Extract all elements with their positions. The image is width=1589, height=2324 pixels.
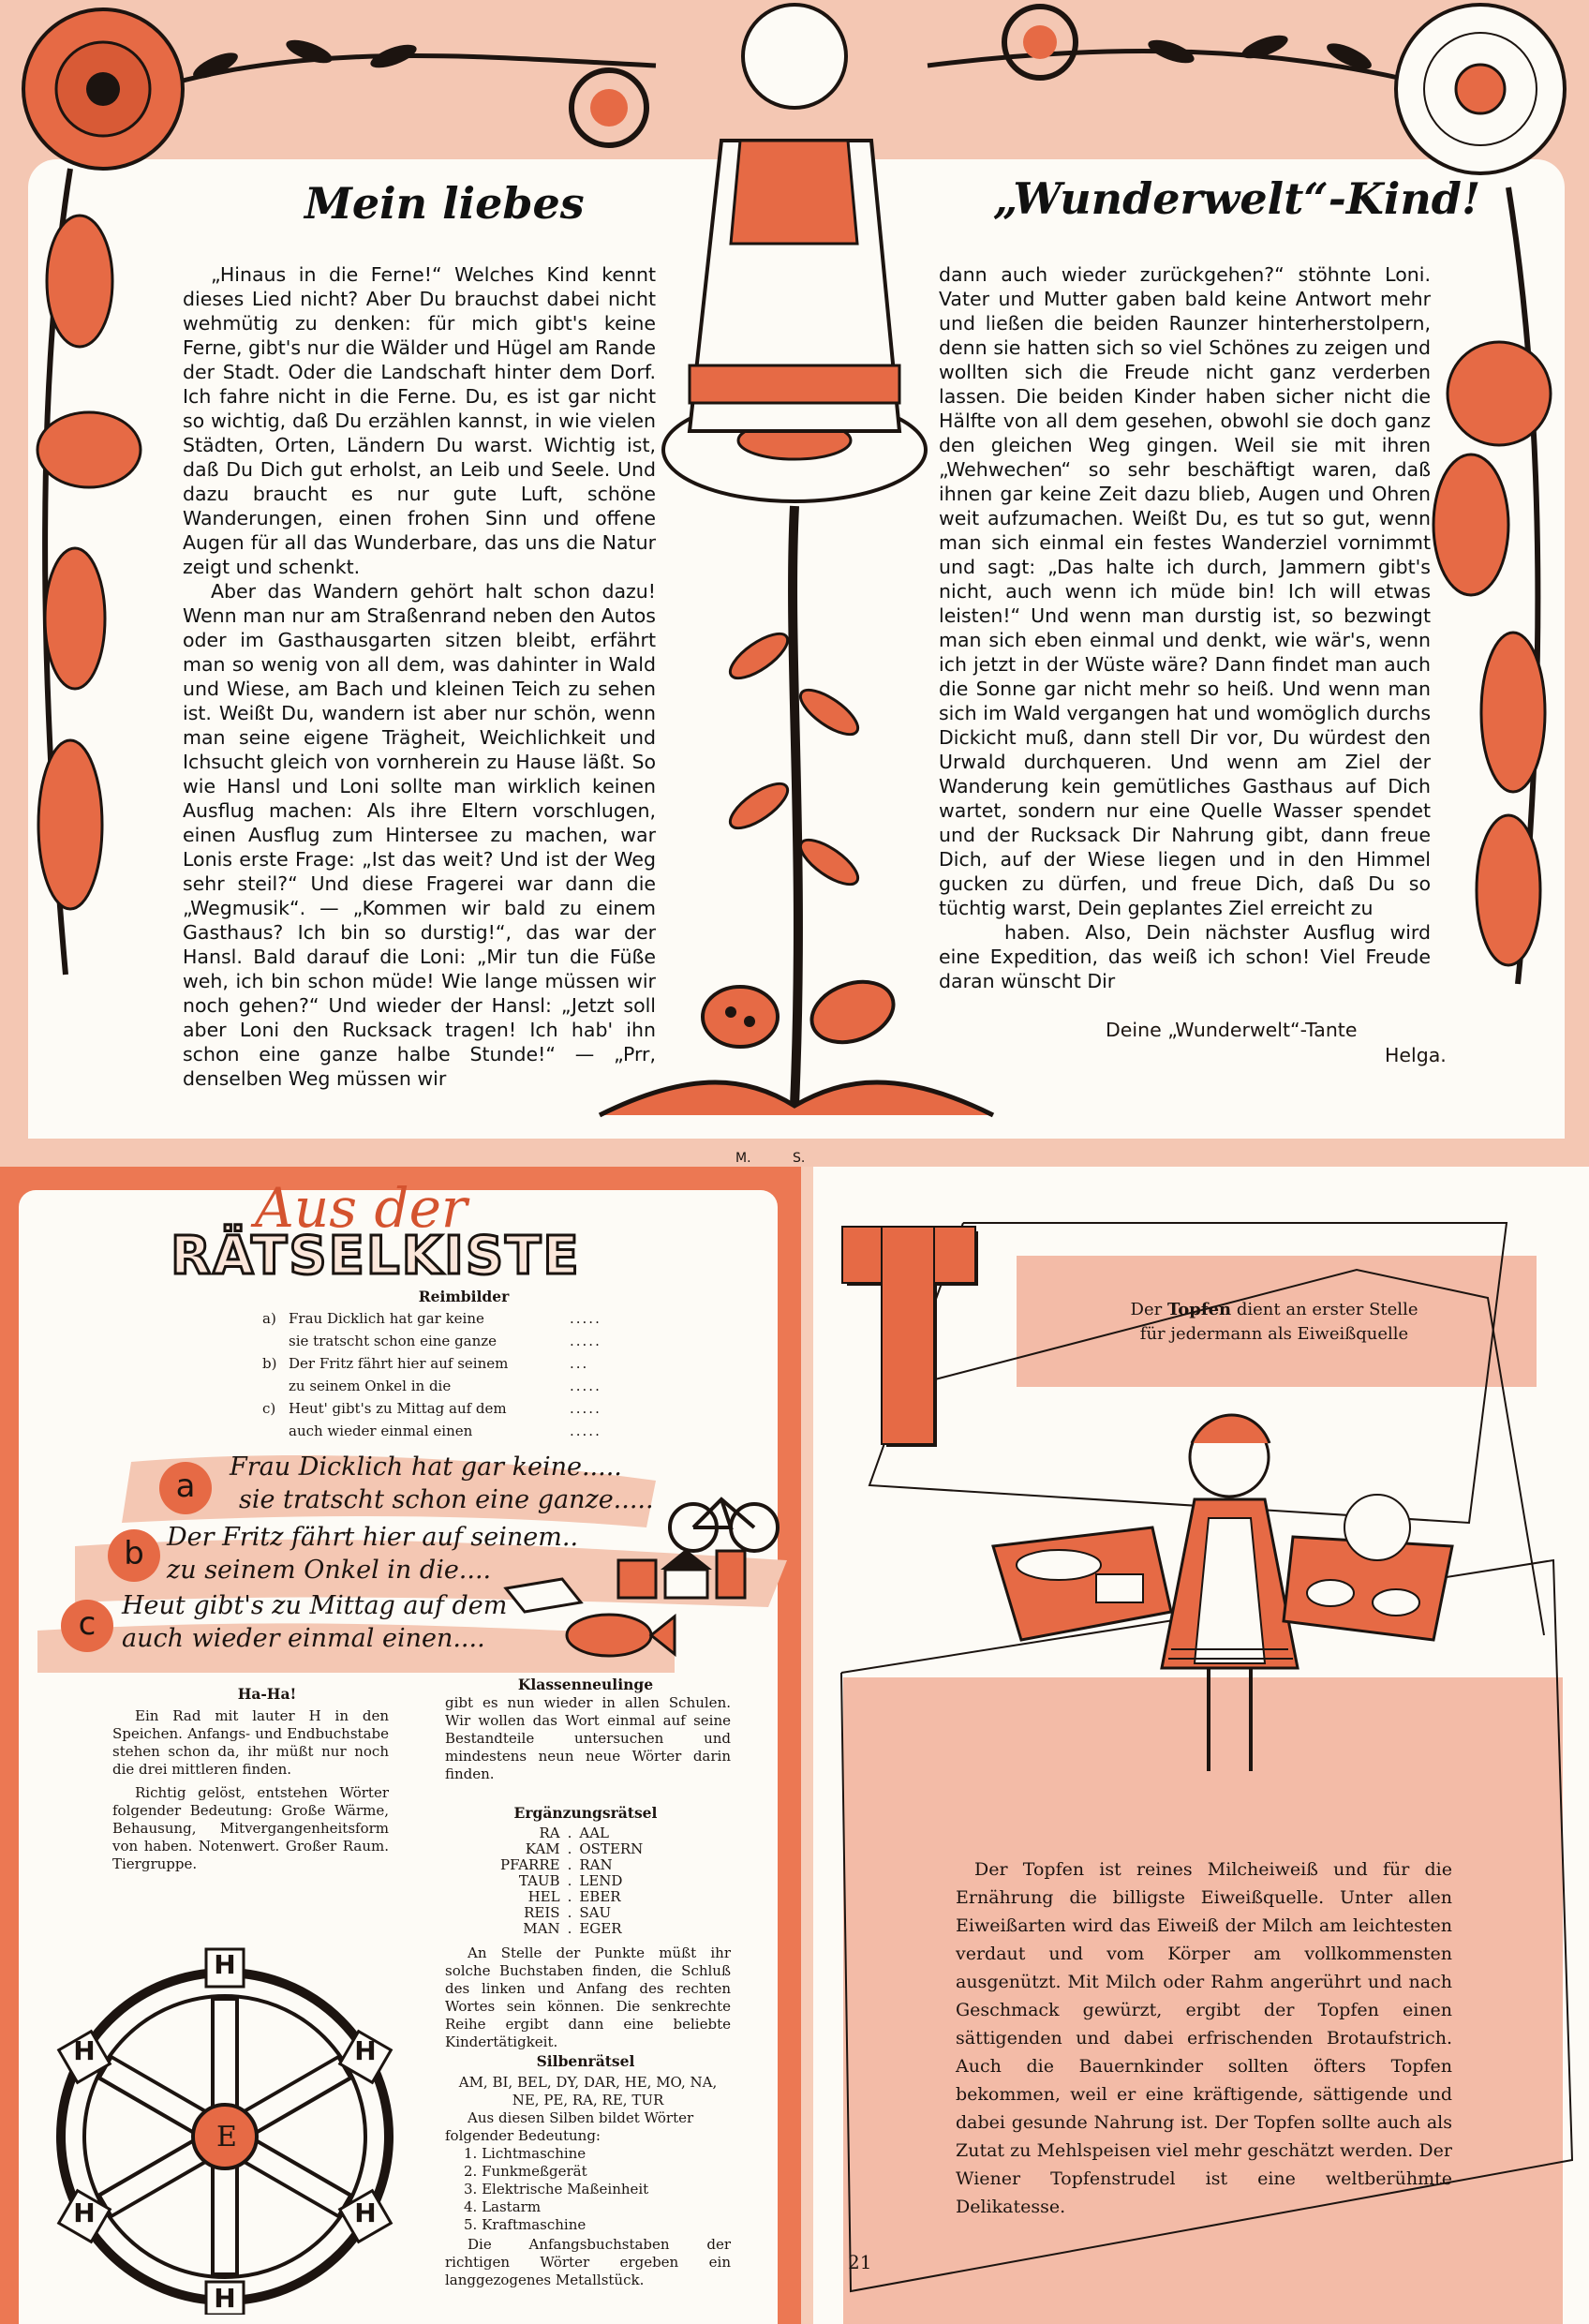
reim-dots: ..... bbox=[570, 1400, 601, 1417]
silben-outro: Die Anfangsbuchstaben der richtigen Wörter ergeben ein langgezogenes Metallstück. bbox=[445, 2236, 731, 2288]
ergaenzung-right: EBER bbox=[579, 1888, 621, 1905]
silben-intro: Aus diesen Silben bildet Wörter folgender Bedeutung: bbox=[445, 2109, 694, 2144]
headline-text: Der bbox=[1130, 1300, 1167, 1319]
ergaenzung-right: LEND bbox=[579, 1872, 623, 1889]
topfen-headline-line2: für jedermann als Eiweißquelle bbox=[1139, 1324, 1409, 1344]
headline-text: dient an erster Stelle bbox=[1231, 1300, 1418, 1319]
rhyme-letter-c: c bbox=[61, 1600, 113, 1652]
letter-title-left: Mein liebes bbox=[304, 178, 585, 229]
reim-dots: ..... bbox=[570, 1333, 601, 1349]
ergaenzung-dot: . bbox=[567, 1840, 572, 1857]
wheel-spoke-letter: H bbox=[214, 1949, 236, 1980]
reim-line bbox=[262, 1333, 637, 1355]
letter-paragraph: Aber das Wandern gehört halt schon dazu! Wenn man nur am Straßenrand neben den Autos oder im Gasthausgarten sitzen bleibt, erfährt man so wenig von all dem, was dahinter in Wald und Wiese, am Bach und kleinen Teich zu sehen ist. Weißt Du, wandern ist aber nur schön, wenn man seine eigene Trägheit, Weichlichkeit und Ichsucht gleich von vornherein zu Hause läßt. So wie Hansl und Loni sollte man wirklich keinen Ausflug machen: Als ihre Eltern vorschlugen, einen Ausflug zum Hintersee zu machen, war Lonis erste Frage: „Ist das weit? Und ist der Weg sehr steil?“ Und diese Fragerei war dann die „Wegmusik“. — „Kommen wir bald zu einem Gasthaus? Ich bin so durstig!“, das war der Hansl. Bald darauf die Loni: „Mir tun die Füße weh, ich bin schon müde! Wie lange müssen wir noch gehen?“ Und wieder der Hansl: „Jetzt soll aber Loni den Rucksack tragen! Ich hab' ihn schon eine ganze halbe Stunde!“ — „Prr, denselben Weg müssen wir bbox=[183, 580, 656, 1090]
ergaenzung-right: OSTERN bbox=[579, 1840, 644, 1857]
reim-line bbox=[262, 1355, 637, 1378]
wheel-spoke-letter: H bbox=[73, 2035, 96, 2066]
food-tray-left-icon bbox=[993, 1527, 1171, 1640]
ergaenzung-row bbox=[497, 1825, 646, 1841]
reim-dots: ..... bbox=[570, 1310, 601, 1327]
topfen-headline bbox=[1031, 1298, 1518, 1347]
klassen-text: gibt es nun wieder in allen Schulen. Wir wollen das Wort einmal auf seine Bestandteile untersuchen und mindestens neun neue Wörter darin finden. bbox=[445, 1694, 731, 1782]
rhyme-a-line2: sie tratscht schon eine ganze..... bbox=[239, 1485, 654, 1514]
letter-column-left bbox=[183, 262, 656, 1091]
reim-dots: ... bbox=[570, 1355, 589, 1372]
letter-paragraph: „Hinaus in die Ferne!“ Welches Kind kennt dieses Lied nicht? Aber Du brauchst dabei nicht wehmütig zu denken: für mich gibt's keine Ferne, gibt's nur die Wälder und Hügel am Rande der Stadt. Oder die Landschaft hinter dem Dorf. Ich fahre nicht in die Ferne. Du, es ist gar nicht so wichtig, daß Du erzählen kannst, in wie vielen Städten, Orten, Ländern Du warst. Wichtig ist, daß Du Dich gut erholst, an Leib und Seele. Und dazu braucht es nur gute Luft, schöne Wanderungen, einen frohen Sinn und offene Augen für all das Wunderbare, das uns die Natur zeigt und schenkt. bbox=[183, 263, 656, 578]
reim-label: c) bbox=[262, 1400, 276, 1417]
headline-bold: Topfen bbox=[1166, 1300, 1232, 1319]
reim-text: Der Fritz fährt hier auf seinem bbox=[289, 1355, 509, 1372]
reim-label bbox=[262, 1378, 289, 1400]
reim-line bbox=[262, 1378, 637, 1400]
silben-item: 4. Lastarm bbox=[464, 2198, 542, 2215]
haha-paragraph: Richtig gelöst, entstehen Wörter folgender Bedeutung: Große Wärme, Behausung, Mitvergangenheitsform von haben. Notenwert. Großer Raum. Tiergruppe. bbox=[112, 1784, 389, 1872]
reim-label: b) bbox=[262, 1355, 277, 1372]
letter-signature: Helga. bbox=[1385, 1044, 1447, 1066]
klassen-heading: Klassenneulinge bbox=[517, 1676, 654, 1693]
raetsel-title-block: RÄTSELKISTE bbox=[171, 1226, 581, 1287]
ergaenzung-row bbox=[497, 1921, 646, 1937]
rhyme-letter-a: a bbox=[159, 1462, 212, 1514]
ergaenzung-dot: . bbox=[567, 1920, 572, 1937]
reimbilder-heading: Reimbilder bbox=[418, 1288, 510, 1305]
reim-text: Heut' gibt's zu Mittag auf dem bbox=[289, 1400, 507, 1417]
poppy-flower-icon bbox=[23, 9, 183, 169]
girl-figure-illustration bbox=[690, 5, 899, 431]
ergaenzung-right: EGER bbox=[579, 1920, 622, 1937]
ergaenzung-dot: . bbox=[567, 1856, 572, 1873]
silben-syllables: AM, BI, BEL, DY, DAR, HE, MO, NA, NE, PE, RA, RE, TUR bbox=[458, 2074, 718, 2108]
bicycle-icon bbox=[670, 1499, 778, 1551]
girl-with-food-trays-illustration bbox=[984, 1406, 1471, 1790]
wheel-spoke-letter: H bbox=[354, 2197, 377, 2228]
reimbilder-list bbox=[262, 1310, 637, 1445]
ergaenzung-row bbox=[497, 1841, 646, 1857]
reim-text: Frau Dicklich hat gar keine bbox=[289, 1310, 484, 1327]
reim-label: a) bbox=[262, 1310, 276, 1327]
rhyme-c-line1: Heut gibt's zu Mittag auf dem bbox=[122, 1591, 508, 1620]
silben-item: 2. Funkmeßgerät bbox=[464, 2163, 587, 2180]
rhyme-b-line1: Der Fritz fährt hier auf seinem.. bbox=[167, 1523, 579, 1552]
reim-text: auch wieder einmal einen bbox=[289, 1423, 473, 1439]
topfen-initial-block bbox=[841, 1226, 982, 1451]
ergaenzung-left: PFARRE bbox=[500, 1856, 560, 1873]
beetle-icon bbox=[803, 971, 901, 1052]
letter-column-right bbox=[939, 262, 1431, 993]
reim-dots: ..... bbox=[570, 1378, 601, 1394]
reim-line bbox=[262, 1400, 637, 1423]
reim-label bbox=[262, 1333, 289, 1355]
ergaenzung-dot: . bbox=[567, 1904, 572, 1921]
ergaenzung-row bbox=[497, 1905, 646, 1921]
silben-list bbox=[464, 2145, 731, 2234]
ergaenzung-left: MAN bbox=[523, 1920, 560, 1937]
rhyme-b-line2: zu seinem Onkel in die.... bbox=[167, 1556, 492, 1585]
ergaenzung-row bbox=[497, 1889, 646, 1905]
wheel-spoke-letter: H bbox=[214, 2283, 236, 2314]
ergaenzung-left: REIS bbox=[524, 1904, 560, 1921]
letter-closing: Deine „Wunderwelt“-Tante bbox=[1106, 1019, 1358, 1041]
ergaenzung-right: AAL bbox=[579, 1825, 609, 1841]
ergaenzung-text: An Stelle der Punkte müßt ihr solche Buchstaben finden, die Schluß des linken und Anfang des rechten Wortes sein können. Die senkrechte Reihe ergibt dann eine beliebte Kindertätigkeit. bbox=[445, 1944, 731, 2050]
topfen-headline-line1 bbox=[1031, 1298, 1518, 1322]
reim-text: zu seinem Onkel in die bbox=[289, 1378, 452, 1394]
reim-line bbox=[262, 1310, 637, 1333]
ergaenzung-table bbox=[497, 1825, 646, 1937]
ergaenzung-right: SAU bbox=[579, 1904, 612, 1921]
ergaenzung-left: KAM bbox=[525, 1840, 560, 1857]
raetsel-title-script: Aus der bbox=[255, 1176, 468, 1240]
rhyme-letter-b: b bbox=[108, 1529, 160, 1582]
ergaenzung-row bbox=[497, 1873, 646, 1889]
daisy-flower-icon bbox=[1396, 5, 1565, 173]
ergaenzung-dot: . bbox=[567, 1825, 572, 1841]
rhyme-a-line1: Frau Dicklich hat gar keine..... bbox=[230, 1452, 622, 1482]
haha-text bbox=[112, 1707, 389, 1873]
rhyme-c-line2: auch wieder einmal einen.... bbox=[122, 1624, 485, 1653]
silben-item: 3. Elektrische Maßeinheit bbox=[464, 2181, 649, 2197]
ergaenzung-left: HEL bbox=[527, 1888, 560, 1905]
ergaenzung-dot: . bbox=[567, 1888, 572, 1905]
reim-dots: ..... bbox=[570, 1423, 601, 1439]
ergaenzung-row bbox=[497, 1857, 646, 1873]
wheel-spoke-letter: H bbox=[354, 2035, 377, 2066]
page-number: 21 bbox=[848, 2251, 872, 2273]
haha-heading: Ha-Ha! bbox=[237, 1685, 297, 1703]
letter-paragraph: dann auch wieder zurückgehen?“ stöhnte Loni. Vater und Mutter gaben bald keine Antwort mehr und ließen die beiden Raunzer hinterherstolpern, denn sie hatten sich so viel Schönes zu zeigen und wollten sich die Freude nicht ganz verderben lassen. Die beiden Kinder haben sicher nicht die Hälfte von all dem gesehen, obwohl sie doch ganz den gleichen Weg gingen. Weil sie mit ihren „Wehwechen“ so sehr beschäftigt waren, daß ihnen gar keine Zeit dazu blieb, Augen und Ohren weit aufzumachen. Weißt Du, es tut so gut, wenn man sich einmal ein festes Wanderziel vornimmt und sagt: „Das halte ich durch, Jammern gibt's nicht, auch wenn ich müde bin! Ich will etwas leisten!“ Und wenn man durstig ist, so bezwingt man sich eben einmal und denkt, wie wär's, wenn ich jetzt in der Wüste wäre? Dann findet man auch die Sonne gar nicht mehr so heiß. Und wenn man sich im Wald vergangen hat und womöglich durchs Dickicht muß, dann stell Dir vor, Du würdest den Urwald durchqueren. Und wenn am Ziel der Wanderung kein gemütliches Gasthaus auf Dich wartet, sondern nur eine Quelle Wasser spendet und der Rucksack Dir Nahrung gibt, dann freue Dich, auf der Wiese liegen und in den Himmel gucken zu dürfen, und freue Dich, daß Du so tüchtig warst, Dein geplantes Ziel erreicht zu bbox=[939, 263, 1431, 919]
ergaenzung-left: RA bbox=[539, 1825, 560, 1841]
silben-item: 5. Kraftmaschine bbox=[464, 2216, 587, 2233]
ergaenzung-heading: Ergänzungsrätsel bbox=[513, 1804, 658, 1822]
wheel-spoke-letter: H bbox=[73, 2197, 96, 2228]
haha-paragraph: Ein Rad mit lauter H in den Speichen. Anfangs- und Endbuchstabe stehen schon da, ihr müßt nur noch die drei mittleren finden. bbox=[112, 1707, 389, 1778]
ergaenzung-left: TAUB bbox=[518, 1872, 560, 1889]
topfen-body-text: Der Topfen ist reines Milcheiweiß und für die Ernährung die billigste Eiweißquelle. Unter allen Eiweißarten wird das Eiweiß der Milch am leichtesten verdaut und vom Körper am vollkommensten ausgenützt. Mit Milch oder Rahm angerührt und nach Geschmack gewürzt, ergibt der Topfen einen sättigenden und dabei erfrischenden Brotaufstrich. Auch die Bauernkinder sollten öfters Topfen bekommen, weil er eine kräftigende, sättigende und dabei gesunde Nahrung ist. Der Topfen sollte auch als Zutat zu Mehlspeisen viel mehr geschätzt werden. Der Wiener Topfenstrudel ist eine weltberühmte Delikatesse. bbox=[956, 1859, 1452, 2217]
ergaenzung-dot: . bbox=[567, 1872, 572, 1889]
artist-initials: M. S. bbox=[735, 1151, 806, 1166]
ladybug-icon bbox=[703, 987, 778, 1047]
silben-heading: Silbenrätsel bbox=[536, 2052, 635, 2070]
silben-item: 1. Lichtmaschine bbox=[464, 2145, 587, 2162]
wheel-center-letter: E bbox=[216, 2121, 237, 2153]
letter-title-right: „Wunderwelt“-Kind! bbox=[993, 173, 1481, 224]
letter-paragraph: haben. Also, Dein nächster Ausflug wird eine Expedition, das weiß ich schon! Viel Freude daran wünscht Dir bbox=[939, 921, 1431, 992]
reim-text: sie tratscht schon eine ganze bbox=[289, 1333, 497, 1349]
ergaenzung-right: RAN bbox=[579, 1856, 613, 1873]
food-tray-right-icon bbox=[1284, 1495, 1452, 1640]
